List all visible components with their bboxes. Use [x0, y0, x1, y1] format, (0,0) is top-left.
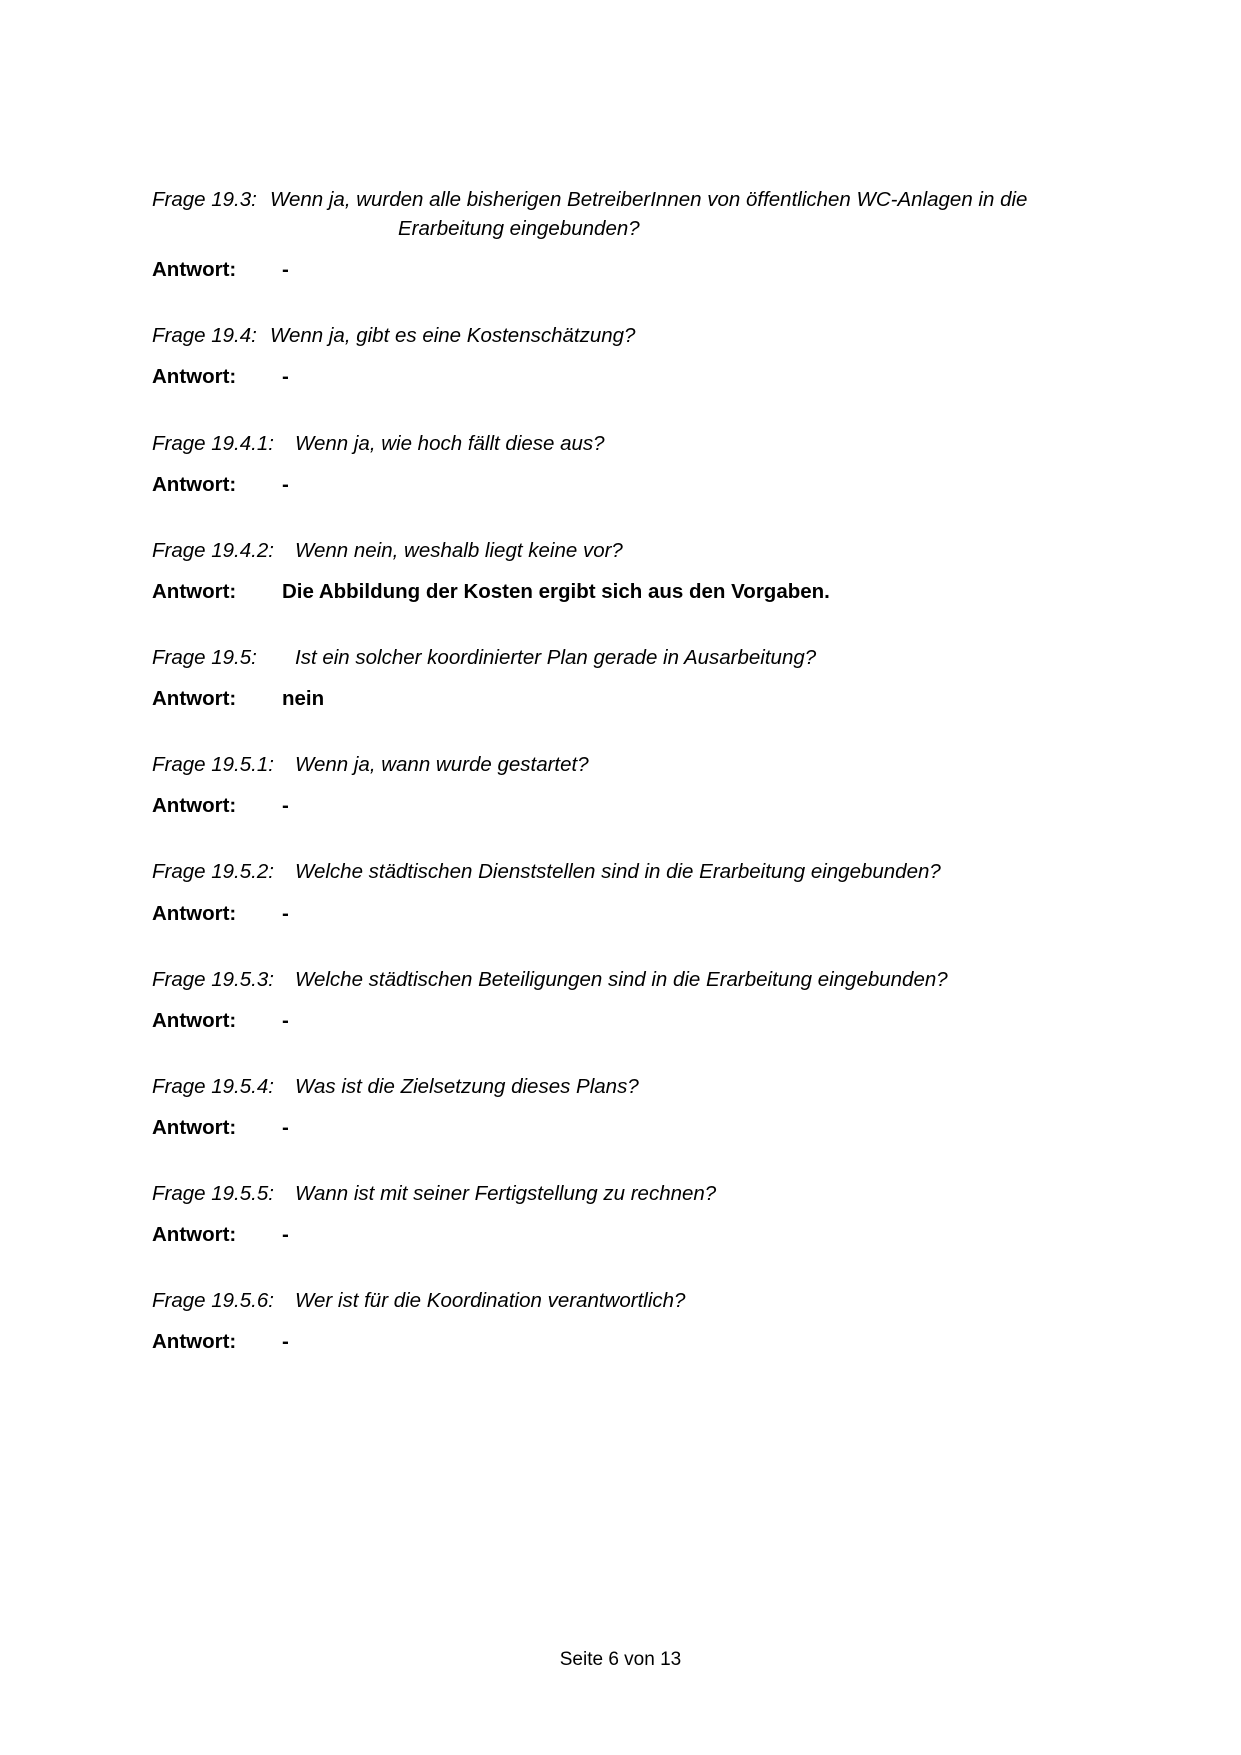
question-text: Was ist die Zielsetzung dieses Plans?	[295, 1074, 639, 1098]
question-text: Welche städtischen Dienststellen sind in die Erarbeitung eingebunden?	[295, 860, 941, 884]
answer-text: -	[282, 1223, 289, 1247]
question-number: Frage 19.4.1:	[152, 431, 274, 455]
question-line	[152, 321, 1101, 350]
question-text: Wann ist mit seiner Fertigstellung zu rechnen?	[295, 1182, 717, 1206]
question-text: Wenn ja, wie hoch fällt diese aus?	[295, 431, 605, 455]
answer-line	[152, 255, 1101, 284]
answer-line	[152, 1113, 1101, 1142]
answer-label: Antwort:	[152, 901, 237, 925]
question-line	[152, 185, 1101, 243]
qa-block	[152, 536, 1101, 606]
answer-label: Antwort:	[152, 1115, 237, 1139]
answer-label: Antwort:	[152, 687, 237, 711]
qa-block	[152, 1179, 1101, 1249]
qa-block	[152, 1286, 1101, 1356]
question-line	[152, 1179, 1101, 1208]
answer-text: -	[282, 1115, 289, 1139]
question-number: Frage 19.5:	[152, 645, 257, 669]
question-number: Frage 19.3:	[152, 188, 257, 211]
question-text-continued: Erarbeitung eingebunden?	[398, 217, 640, 241]
answer-label: Antwort:	[152, 1223, 237, 1247]
answer-label: Antwort:	[152, 1330, 237, 1354]
answer-line	[152, 470, 1101, 499]
question-line	[152, 643, 1101, 672]
answer-line	[152, 1327, 1101, 1356]
answer-line	[152, 1220, 1101, 1249]
qa-block	[152, 321, 1101, 391]
answer-text: -	[282, 1008, 289, 1032]
answer-label: Antwort:	[152, 472, 237, 496]
question-line	[152, 857, 1101, 886]
question-text: Wenn nein, weshalb liegt keine vor?	[295, 538, 623, 562]
qa-block	[152, 185, 1101, 284]
qa-block	[152, 1072, 1101, 1142]
answer-line	[152, 577, 1101, 606]
qa-block	[152, 429, 1101, 499]
answer-line	[152, 899, 1101, 928]
question-text: Welche städtischen Beteiligungen sind in die Erarbeitung eingebunden?	[295, 967, 948, 991]
answer-line	[152, 684, 1101, 713]
question-line	[152, 750, 1101, 779]
answer-line	[152, 362, 1101, 391]
question-number: Frage 19.4.2:	[152, 538, 274, 562]
answer-label: Antwort:	[152, 1008, 237, 1032]
question-number: Frage 19.5.2:	[152, 860, 274, 884]
answer-line	[152, 1006, 1101, 1035]
question-number: Frage 19.5.1:	[152, 753, 274, 777]
question-number: Frage 19.5.4:	[152, 1074, 274, 1098]
answer-text: -	[282, 901, 289, 925]
answer-label: Antwort:	[152, 258, 237, 282]
question-text: Ist ein solcher koordinierter Plan gerade in Ausarbeitung?	[295, 645, 817, 669]
answer-label: Antwort:	[152, 365, 237, 389]
answer-text: -	[282, 1330, 289, 1354]
question-text: Wenn ja, wurden alle bisherigen BetreiberInnen von öffentlichen WC-Anlagen in die Erarbeitung eingebunden?	[270, 185, 1101, 243]
question-number: Frage 19.5.3:	[152, 967, 274, 991]
answer-label: Antwort:	[152, 794, 237, 818]
answer-text: nein	[282, 687, 325, 711]
question-number: Frage 19.4:	[152, 324, 257, 348]
answer-text: -	[282, 258, 289, 282]
question-text: Wenn ja, gibt es eine Kostenschätzung?	[270, 324, 636, 348]
answer-text: -	[282, 472, 289, 496]
question-line	[152, 429, 1101, 458]
question-text: Wenn ja, wann wurde gestartet?	[295, 753, 589, 777]
question-line	[152, 1286, 1101, 1315]
qa-block	[152, 965, 1101, 1035]
answer-text: -	[282, 794, 289, 818]
qa-block	[152, 857, 1101, 927]
answer-line	[152, 791, 1101, 820]
answer-text: Die Abbildung der Kosten ergibt sich aus den Vorgaben.	[282, 579, 830, 603]
qa-block	[152, 643, 1101, 713]
question-line	[152, 536, 1101, 565]
answer-label: Antwort:	[152, 579, 237, 603]
qa-block	[152, 750, 1101, 820]
answer-text: -	[282, 365, 289, 389]
question-text: Wer ist für die Koordination verantwortlich?	[295, 1289, 686, 1313]
question-line	[152, 1072, 1101, 1101]
page-footer: Seite 6 von 13	[559, 1649, 682, 1670]
question-line	[152, 965, 1101, 994]
question-number: Frage 19.5.6:	[152, 1289, 274, 1313]
question-number: Frage 19.5.5:	[152, 1182, 274, 1206]
